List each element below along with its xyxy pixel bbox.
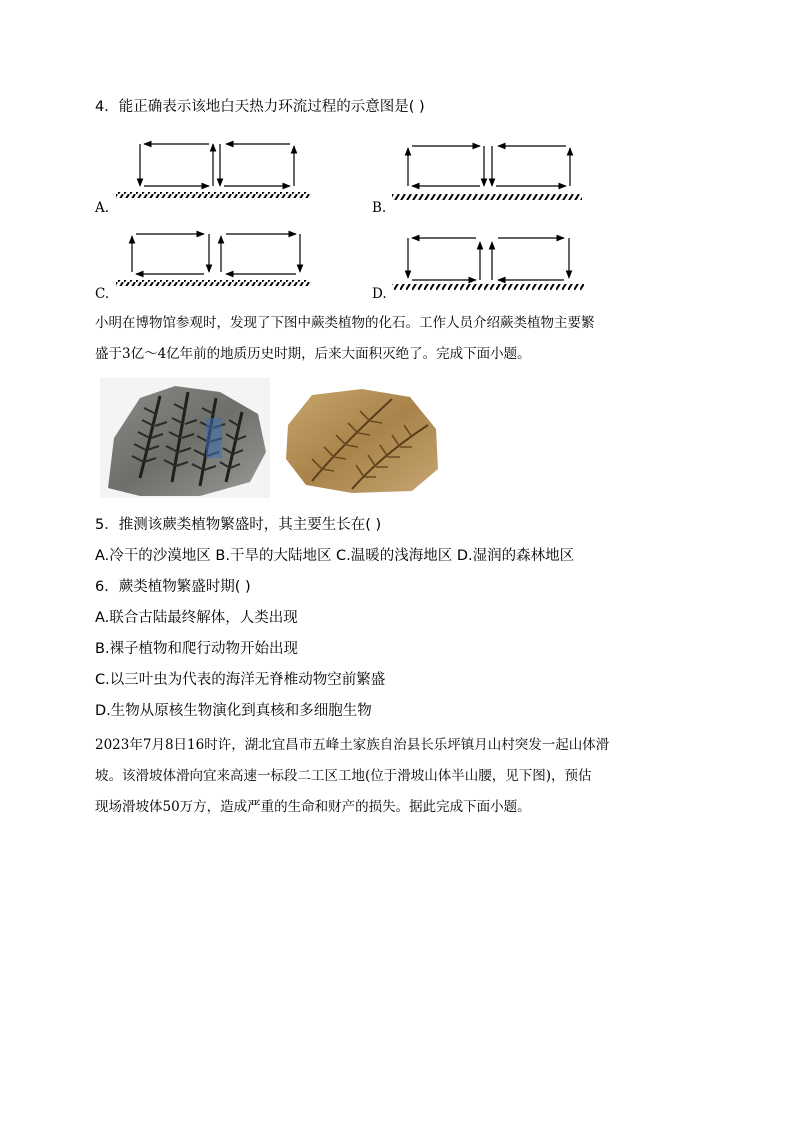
question-6-option-c[interactable]: C.以三叶虫为代表的海洋无脊椎动物空前繁盛	[95, 672, 386, 688]
option-c-label[interactable]: C.	[95, 286, 110, 302]
fern-fossil-photo-1-icon	[100, 378, 270, 498]
option-b-label[interactable]: B.	[372, 200, 387, 216]
question-6-stem: 6．蕨类植物繁盛时期( )	[95, 579, 251, 595]
circulation-diagram-c-icon	[112, 226, 312, 290]
question-5-options[interactable]: A.冷干的沙漠地区 B.干旱的大陆地区 C.温暖的浅海地区 D.湿润的森林地区	[95, 548, 575, 564]
passage-1-line-1: 小明在博物馆参观时，发现了下图中蕨类植物的化石。工作人员介绍蕨类植物主要繁	[95, 315, 595, 331]
question-5-stem: 5．推测该蕨类植物繁盛时，其主要生长在( )	[95, 517, 382, 533]
fern-fossil-photo-2-icon	[282, 385, 442, 497]
question-6-option-a[interactable]: A.联合古陆最终解体，人类出现	[95, 610, 298, 626]
passage-2-line-1: 2023年7月8日16时许，湖北宜昌市五峰土家族自治县长乐坪镇月山村突发一起山体滑	[95, 737, 610, 753]
circulation-diagram-a-icon	[112, 138, 312, 202]
passage-2-line-3: 现场滑坡体50万方，造成严重的生命和财产的损失。据此完成下面小题。	[95, 799, 531, 815]
option-d-label[interactable]: D.	[372, 286, 387, 302]
question-4-stem: 4．能正确表示该地白天热力环流过程的示意图是( )	[95, 99, 425, 115]
passage-2-line-2: 坡。该滑坡体滑向宜来高速一标段二工区工地(位于滑坡山体半山腰，见下图)，预估	[95, 768, 592, 784]
circulation-diagram-d-icon	[388, 226, 588, 294]
passage-1-line-2: 盛于3亿～4亿年前的地质历史时期，后来大面积灭绝了。完成下面小题。	[95, 346, 531, 362]
question-6-option-b[interactable]: B.裸子植物和爬行动物开始出现	[95, 641, 299, 657]
circulation-diagram-b-icon	[388, 138, 588, 202]
option-a-label[interactable]: A.	[95, 200, 110, 216]
question-6-option-d[interactable]: D.生物从原核生物演化到真核和多细胞生物	[95, 703, 372, 719]
